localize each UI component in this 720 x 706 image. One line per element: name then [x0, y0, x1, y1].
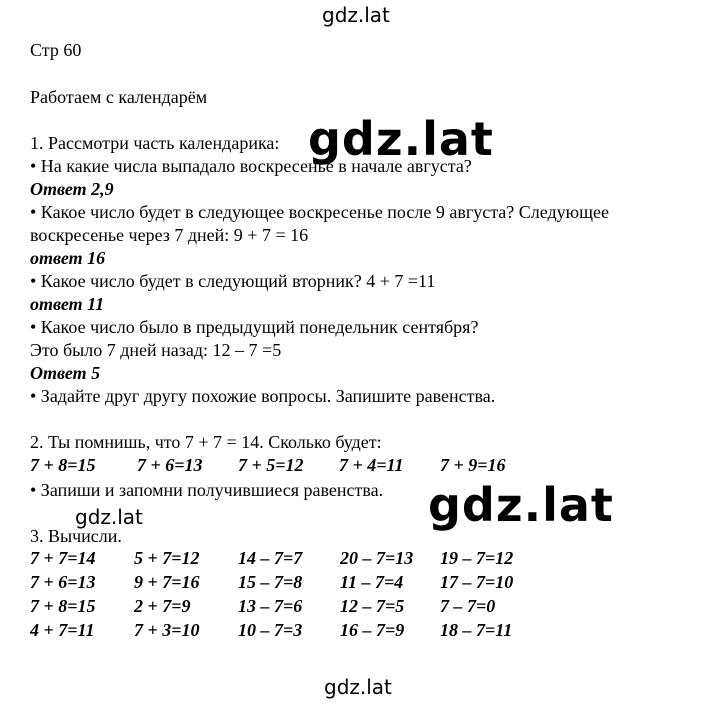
task1-question-2-line2: воскресенье через 7 дней: 9 + 7 = 16 — [30, 225, 309, 245]
task1-answer-4: Ответ 5 — [30, 363, 101, 383]
task3-equation: 16 – 7=9 — [340, 620, 405, 640]
task3-equation: 9 + 7=16 — [134, 572, 200, 592]
task3-equation: 7 + 3=10 — [134, 620, 200, 640]
task1-answer-1: Ответ 2,9 — [30, 179, 114, 199]
task3-equation: 7 + 6=13 — [30, 572, 96, 592]
task3-equation: 19 – 7=12 — [440, 548, 514, 568]
task3-equation: 4 + 7=11 — [30, 620, 95, 640]
task2-equation: 7 + 9=16 — [440, 455, 506, 475]
task2-equation: 7 + 6=13 — [137, 455, 203, 475]
task1-answer-2: ответ 16 — [30, 248, 106, 268]
task2-equation: 7 + 4=11 — [339, 455, 404, 475]
task2-heading: 2. Ты помнишь, что 7 + 7 = 14. Сколько будет: — [30, 432, 382, 452]
task3-equation: 11 – 7=4 — [340, 572, 404, 592]
task3-heading: 3. Вычисли. — [30, 526, 122, 546]
task3-equation: 7 – 7=0 — [440, 596, 496, 616]
watermark-large-right: gdz.lat — [428, 478, 614, 532]
task2-note: • Запиши и запомни получившиеся равенства. — [30, 480, 384, 500]
task3-equation: 18 – 7=11 — [440, 620, 513, 640]
task1-question-1: • На какие числа выпадало воскресенье в начале августа? — [30, 156, 472, 176]
watermark-small-left: gdz.lat — [75, 505, 143, 529]
task3-equation: 7 + 7=14 — [30, 548, 96, 568]
task3-equation: 5 + 7=12 — [134, 548, 200, 568]
task1-heading: 1. Рассмотри часть календарика: — [30, 133, 280, 153]
watermark-top: gdz.lat — [322, 3, 390, 27]
task1-question-4-line1: • Какое число было в предыдущий понедельник сентября? — [30, 317, 479, 337]
task3-equation: 12 – 7=5 — [340, 596, 405, 616]
section-title: Работаем с календарём — [30, 87, 208, 107]
task3-equation: 13 – 7=6 — [238, 596, 303, 616]
task1-question-3: • Какое число будет в следующий вторник? 4 + 7 =11 — [30, 271, 436, 291]
task3-equation: 15 – 7=8 — [238, 572, 303, 592]
watermark-bottom: gdz.lat — [324, 675, 392, 699]
task3-equation: 7 + 8=15 — [30, 596, 96, 616]
task2-equation: 7 + 5=12 — [238, 455, 304, 475]
task1-question-4-line2: Это было 7 дней назад: 12 – 7 =5 — [30, 340, 282, 360]
task3-equation: 20 – 7=13 — [340, 548, 414, 568]
task3-equation: 17 – 7=10 — [440, 572, 514, 592]
watermark-large-center: gdz.lat — [308, 112, 494, 166]
task1-question-5: • Задайте друг другу похожие вопросы. Запишите равенства. — [30, 386, 496, 406]
task3-equation: 14 – 7=7 — [238, 548, 303, 568]
task3-equation: 2 + 7=9 — [134, 596, 191, 616]
task2-equation: 7 + 8=15 — [30, 455, 96, 475]
page-reference: Стр 60 — [30, 40, 82, 60]
task1-question-2-line1: • Какое число будет в следующее воскресенье после 9 августа? Следующее — [30, 202, 609, 222]
task3-equation: 10 – 7=3 — [238, 620, 303, 640]
task1-answer-3: ответ 11 — [30, 294, 105, 314]
